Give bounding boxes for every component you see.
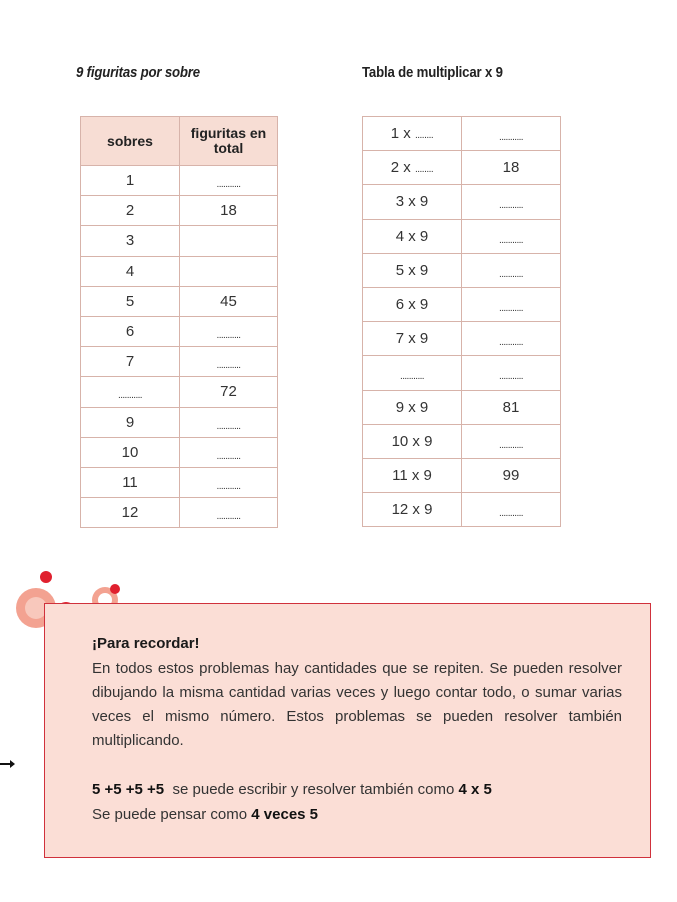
cell-value: ...........: [216, 511, 241, 523]
example2-bold: 4 veces 5: [251, 806, 319, 823]
cell-value: ...........: [499, 132, 523, 144]
cell-value: 18: [502, 159, 520, 177]
cell-value: 45: [220, 292, 237, 310]
table-row: [81, 316, 278, 346]
cell-value: ...........: [499, 234, 523, 246]
product-cell: [462, 493, 561, 527]
cell-value: 6 x 9: [395, 296, 429, 314]
sobres-cell: [81, 286, 180, 316]
product-cell: [462, 390, 561, 424]
multiplication-cell: [363, 287, 462, 321]
figuritas-cell: [180, 377, 278, 407]
table-header-row: [81, 117, 278, 166]
figuritas-cell: [180, 256, 278, 286]
table-row: [81, 407, 278, 437]
example-line-2: [92, 806, 318, 823]
multiplication-cell: [363, 151, 462, 185]
product-cell: [462, 424, 561, 458]
table-row: [363, 253, 561, 287]
product-cell: [462, 287, 561, 321]
cell-value: 7 x 9: [395, 330, 429, 348]
sobres-table: [80, 116, 278, 528]
table-row: [81, 467, 278, 497]
cell-value: ...........: [499, 200, 523, 212]
table-row: [81, 347, 278, 377]
table-row: [363, 424, 561, 458]
sobres-cell: [81, 498, 180, 528]
sobres-cell: [81, 256, 180, 286]
sobres-cell: [81, 196, 180, 226]
cell-value: 10 x 9: [391, 432, 433, 450]
cell-value: ...........: [216, 360, 241, 372]
figuritas-cell: [180, 316, 278, 346]
table-row: [363, 356, 561, 390]
product-cell: [462, 322, 561, 356]
product-cell: [462, 185, 561, 219]
cell-value: 3: [125, 232, 135, 250]
table-row: [81, 196, 278, 226]
figuritas-cell: [180, 226, 278, 256]
multiplication-cell: [363, 458, 462, 492]
table-row: [363, 493, 561, 527]
figuritas-cell: [180, 467, 278, 497]
cell-value: 81: [502, 398, 520, 416]
product-cell: [462, 356, 561, 390]
cell-value: 12 x 9: [391, 501, 433, 519]
multiplication-cell: [363, 253, 462, 287]
cell-value: 18: [220, 202, 237, 220]
table-row: [81, 498, 278, 528]
reminder-text: En todos estos problemas hay cantidades que se repiten. Se pueden resolver dibujando la misma cantidad varias veces y luego contar todo, o sumar varias veces el mismo número. Estos problemas se pueden resolver también multiplicando.: [92, 660, 622, 749]
sobres-cell: [81, 316, 180, 346]
cell-value: 9: [125, 413, 135, 431]
table-row: [81, 256, 278, 286]
cell-value: 11 x 9: [392, 466, 432, 484]
cell-value: 1: [125, 172, 135, 190]
example-line-1: [92, 781, 492, 798]
sobres-cell: [81, 467, 180, 497]
table-row: [363, 185, 561, 219]
cell-value: ...........: [499, 508, 523, 520]
table-row: [363, 151, 561, 185]
multiplication-cell: [363, 356, 462, 390]
cell-value: ...........: [118, 390, 142, 402]
product-cell: [462, 117, 561, 151]
figuritas-cell: [180, 286, 278, 316]
multiplication-table-title: Tabla de multiplicar x 9: [362, 64, 503, 81]
cell-value: 5 x 9: [395, 261, 429, 279]
sobres-cell: [81, 166, 180, 196]
table-row: [363, 219, 561, 253]
multiplication-table: [362, 116, 561, 527]
table-row: [363, 117, 561, 151]
product-cell: [462, 219, 561, 253]
multiplication-cell: [363, 493, 462, 527]
table-row: [81, 377, 278, 407]
cell-value: 6: [125, 323, 135, 341]
example2-text: Se puede pensar como: [92, 806, 248, 823]
figuritas-cell: [180, 196, 278, 226]
header-sobres: sobres: [81, 117, 180, 166]
cell-value: 4: [125, 262, 135, 280]
example-result: 4 x 5: [458, 781, 492, 798]
table-row: [81, 286, 278, 316]
table-row: [81, 437, 278, 467]
table-row: [363, 287, 561, 321]
header-figuritas: [180, 117, 278, 166]
product-cell: [462, 151, 561, 185]
cell-value: 2: [125, 202, 135, 220]
decor-circle-tiny-red: [110, 584, 120, 594]
cell-value: ...........: [499, 303, 523, 315]
multiplication-cell: [363, 219, 462, 253]
sobres-cell: [81, 347, 180, 377]
cell-value: 4 x 9: [395, 227, 429, 245]
cell-value: ...........: [216, 450, 241, 462]
cell-value: 99: [502, 466, 520, 484]
multiplication-cell: [363, 322, 462, 356]
figuritas-cell: [180, 407, 278, 437]
cell-value: 1 x: [390, 125, 411, 143]
figuritas-cell: [180, 437, 278, 467]
multiplication-cell: [363, 185, 462, 219]
sobres-cell: [81, 377, 180, 407]
cell-value: 2 x: [390, 159, 411, 177]
cell-value: 10: [121, 443, 139, 461]
multiplication-cell: [363, 390, 462, 424]
cell-value: 5: [125, 292, 135, 310]
arrow-icon: [0, 759, 16, 769]
cell-value: ...........: [216, 480, 241, 492]
cell-value: 11: [122, 473, 138, 491]
reminder-title: ¡Para recordar!: [92, 635, 200, 652]
cell-value: ...........: [499, 268, 523, 280]
cell-value: ...........: [499, 337, 523, 349]
example-text: se puede escribir y resolver también como: [172, 781, 455, 798]
cell-value: 9 x 9: [395, 398, 429, 416]
product-cell: [462, 253, 561, 287]
sobres-cell: [81, 437, 180, 467]
table-row: [81, 226, 278, 256]
cell-value: 3 x 9: [395, 193, 429, 211]
sobres-table-title: 9 figuritas por sobre: [76, 64, 200, 81]
table-row: [363, 322, 561, 356]
cell-value: 72: [220, 383, 237, 401]
decor-circle-small-red: [40, 571, 52, 583]
cell-value: ...........: [400, 371, 424, 383]
sobres-cell: [81, 407, 180, 437]
example-sum: 5 +5 +5 +5: [92, 781, 165, 798]
cell-value: 12: [121, 504, 139, 522]
header-figuritas-label: figuritas en total: [190, 125, 267, 156]
product-cell: [462, 458, 561, 492]
table-row: [363, 458, 561, 492]
factor-blank: ........: [414, 164, 434, 176]
multiplication-cell: [363, 424, 462, 458]
cell-value: ...........: [499, 371, 523, 383]
figuritas-cell: [180, 166, 278, 196]
table-row: [363, 390, 561, 424]
figuritas-cell: [180, 498, 278, 528]
cell-value: 7: [125, 353, 135, 371]
multiplication-cell: [363, 117, 462, 151]
cell-value: ...........: [499, 439, 523, 451]
cell-value: ...........: [216, 420, 241, 432]
cell-value: ...........: [216, 330, 241, 342]
reminder-box: [44, 603, 651, 858]
factor-blank: ........: [414, 130, 434, 142]
sobres-cell: [81, 226, 180, 256]
figuritas-cell: [180, 347, 278, 377]
cell-value: ...........: [216, 179, 241, 191]
table-row: [81, 166, 278, 196]
